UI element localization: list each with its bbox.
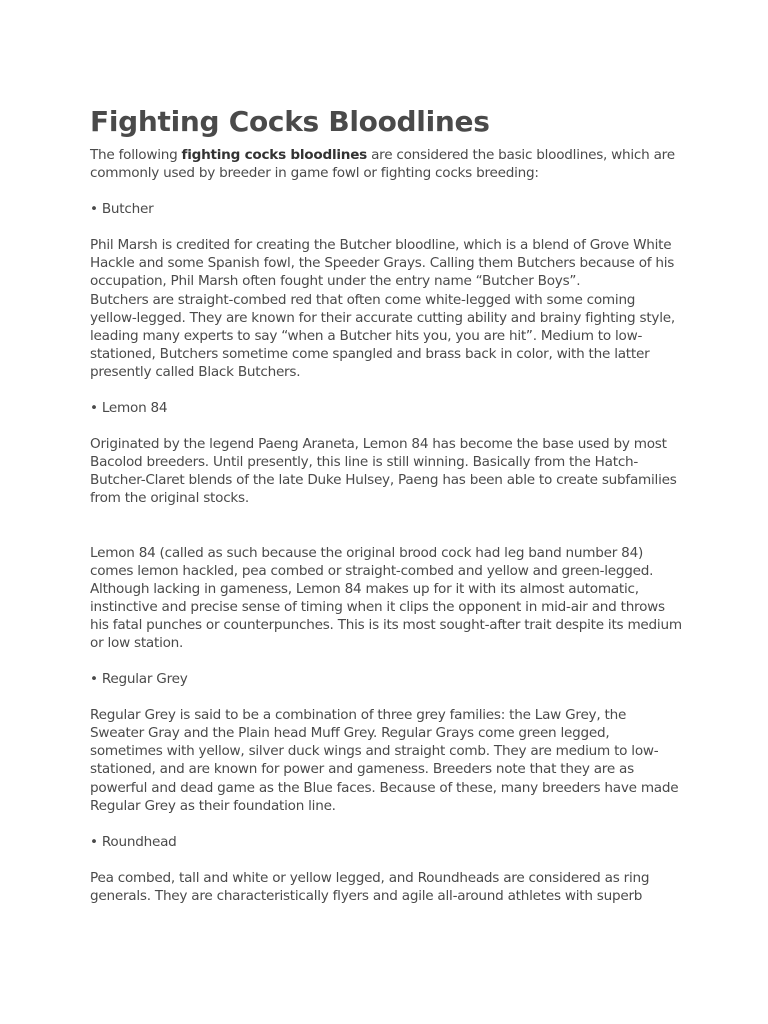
page-title: Fighting Cocks Bloodlines	[90, 105, 490, 138]
spacer	[90, 652, 682, 670]
intro-bold-phrase: fighting cocks bloodlines	[181, 147, 368, 163]
spacer	[90, 381, 682, 399]
intro-text-after: are considered the basic bloodlines, which are commonly used by breeder in game fowl or fighting cocks breeding:	[90, 147, 675, 182]
spacer	[90, 508, 682, 544]
document-page	[90, 104, 682, 905]
spacer	[90, 851, 682, 869]
butcher-paragraph-2: Butchers are straight-combed red that often come white-legged with some coming yellow-legged. They are known for their accurate cutting ability and brainy fighting style, leading many experts to say “when a Butcher hits you, you are hit”. Medium to low-stationed, Butchers sometime come spangled and brass back in color, with the latter presently called Black Butchers.	[90, 291, 675, 380]
section-heading-butcher: • Butcher	[90, 201, 154, 218]
section-heading-regular-grey: • Regular Grey	[90, 671, 188, 688]
spacer	[90, 182, 682, 200]
section-heading-lemon-84: • Lemon 84	[90, 400, 168, 417]
intro-text-before: The following	[90, 147, 182, 163]
lemon-84-paragraph-1: Originated by the legend Paeng Araneta, Lemon 84 has become the base used by most Bacolod breeders. Until presently, this line is still winning. Basically from the Hatch-Butcher-Claret blends of the late Duke Hulsey, Paeng has been able to create subfamilies from the original stocks.	[90, 436, 677, 507]
spacer	[90, 815, 682, 833]
regular-grey-paragraph-1: Regular Grey is said to be a combination of three grey families: the Law Grey, the Sweater Gray and the Plain head Muff Grey. Regular Grays come green legged, sometimes with yellow, silver duck wings and straight comb. They are medium to low-stationed, and are known for power and gameness. Breeders note that they are as powerful and dead game as the Blue faces. Because of these, many breeders have made Regular Grey as their foundation line.	[90, 707, 679, 814]
intro-paragraph	[90, 146, 682, 182]
spacer	[90, 417, 682, 435]
roundhead-paragraph-1: Pea combed, tall and white or yellow legged, and Roundheads are considered as ring generals. They are characteristically flyers and agile all-around athletes with superb	[90, 869, 650, 904]
butcher-paragraph-1: Phil Marsh is credited for creating the Butcher bloodline, which is a blend of Grove White Hackle and some Spanish fowl, the Speeder Grays. Calling them Butchers because of his occupation, Phil Marsh often fought under the entry name “Butcher Boys”.	[90, 237, 675, 290]
spacer	[90, 688, 682, 706]
spacer	[90, 218, 682, 236]
section-heading-roundhead: • Roundhead	[90, 833, 177, 850]
lemon-84-paragraph-2: Lemon 84 (called as such because the original brood cock had leg band number 84) comes lemon hackled, pea combed or straight-combed and yellow and green-legged. Although lacking in gameness, Lemon 84 makes up for it with its almost automatic, instinctive and precise sense of timing when it clips the opponent in mid-air and throws his fatal punches or counterpunches. This is its most sought-after trait despite its medium or low station.	[90, 544, 682, 651]
